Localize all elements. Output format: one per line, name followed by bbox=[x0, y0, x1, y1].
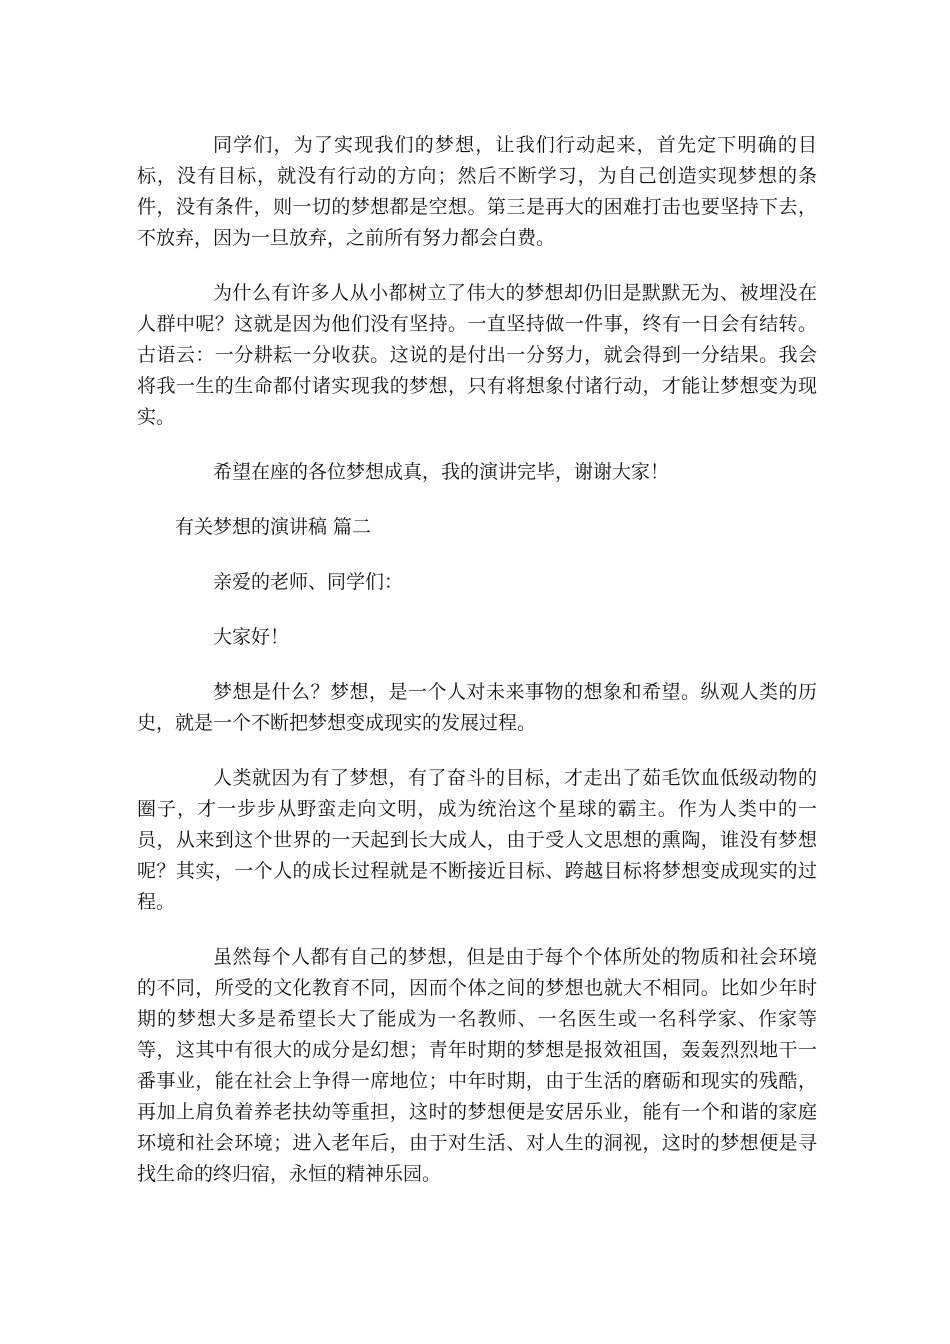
paragraph-4: 梦想是什么？梦想，是一个人对未来事物的想象和希望。纵观人类的历史，就是一个不断把梦想变成现实的发展过程。 bbox=[137, 681, 817, 734]
salutation: 亲爱的老师、同学们： bbox=[213, 571, 404, 593]
paragraph-5: 人类就因为有了梦想，有了奋斗的目标，才走出了茹毛饮血低级动物的圈子，才一步步从野蛮走向文明，成为统治这个星球的霸主。作为人类中的一员，从来到这个世界的一天起到长大成人，由于受人文思想的熏陶，谁没有梦想呢？其实，一个人的成长过程就是不断接近目标、跨越目标将梦想变成现实的过程。 bbox=[137, 767, 817, 913]
paragraph-1: 同学们，为了实现我们的梦想，让我们行动起来，首先定下明确的目标，没有目标，就没有行动的方向；然后不断学习，为自己创造实现梦想的条件，没有条件，则一切的梦想都是空想。第三是再大的困难打击也要坚持下去，不放弃，因为一旦放弃，之前所有努力都会白费。 bbox=[137, 134, 817, 249]
greeting: 大家好！ bbox=[213, 626, 290, 648]
paragraph-3: 希望在座的各位梦想成真，我的演讲完毕，谢谢大家！ bbox=[213, 461, 670, 483]
paragraph-6: 虽然每个人都有自己的梦想，但是由于每个个体所处的物质和社会环境的不同，所受的文化教育不同，因而个体之间的梦想也就大不相同。比如少年时期的梦想大多是希望长大了能成为一名教师、一名医生或一名科学家、作家等等，这其中有很大的成分是幻想；青年时期的梦想是报效祖国，轰轰烈烈地干一番事业，能在社会上争得一席地位；中年时期，由于生活的磨砺和现实的残酷，再加上肩负着养老扶幼等重担，这时的梦想便是安居乐业，能有一个和谐的家庭环境和社会环境；进入老年后，由于对生活、对人生的洞视，这时的梦想便是寻找生命的终归宿，永恒的精神乐园。 bbox=[137, 946, 817, 1185]
paragraph-2: 为什么有许多人从小都树立了伟大的梦想却仍旧是默默无为、被埋没在人群中呢？这就是因为他们没有坚持。一直坚持做一件事，终有一日会有结转。古语云：一分耕耘一分收获。这说的是付出一分努力，就会得到一分结果。我会将我一生的生命都付诸实现我的梦想，只有将想象付诸行动，才能让梦想变为现实。 bbox=[137, 282, 817, 428]
section-heading: 有关梦想的演讲稿 篇二 bbox=[175, 516, 372, 538]
document-body bbox=[137, 130, 817, 1214]
